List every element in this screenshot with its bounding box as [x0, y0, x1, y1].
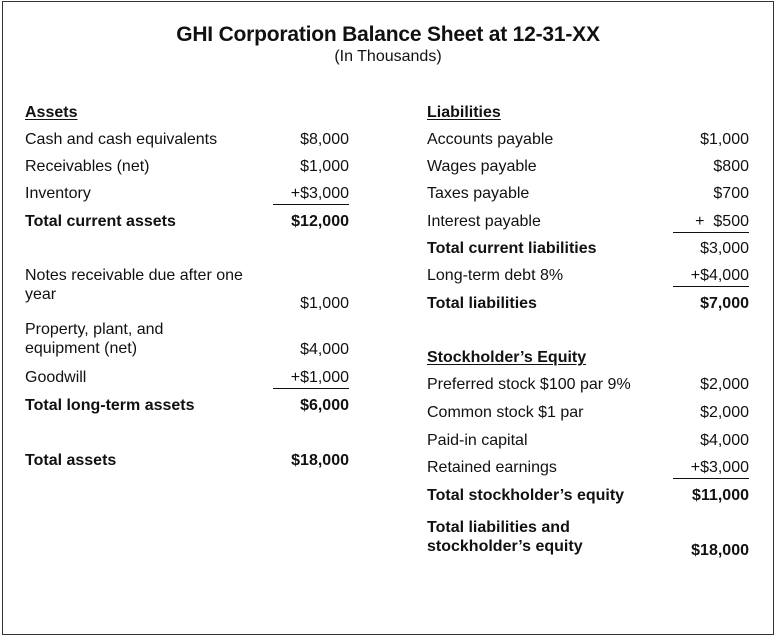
total-longterm-assets-label: Total long-term assets — [25, 397, 195, 414]
goodwill-label: Goodwill — [25, 369, 87, 386]
retained-earnings-value: +$3,000 — [673, 458, 749, 479]
total-current-liabilities-label: Total current liabilities — [427, 240, 597, 257]
taxes-payable-label: Taxes payable — [427, 185, 530, 202]
paid-in-capital-label: Paid-in capital — [427, 432, 528, 449]
preferred-stock-value: $2,000 — [700, 376, 749, 393]
interest-payable-value: + $500 — [673, 212, 749, 233]
common-stock-value: $2,000 — [700, 404, 749, 421]
goodwill-value: +$1,000 — [273, 368, 349, 389]
total-current-assets-value: $12,000 — [291, 213, 349, 230]
total-liabilities-label: Total liabilities — [427, 295, 537, 312]
grand-total-label: Total liabilities and stockholder’s equity — [427, 519, 583, 555]
total-liabilities-value: $7,000 — [700, 295, 749, 312]
assets-heading: Assets — [25, 104, 78, 121]
paid-in-capital-value: $4,000 — [700, 432, 749, 449]
notes-receivable-value: $1,000 — [300, 295, 349, 312]
inventory-value: +$3,000 — [273, 184, 349, 205]
page-title: GHI Corporation Balance Sheet at 12-31-XX — [176, 23, 600, 46]
accounts-payable-label: Accounts payable — [427, 131, 554, 148]
page-subtitle: (In Thousands) — [334, 48, 442, 65]
wages-payable-value: $800 — [713, 158, 749, 175]
cash-label: Cash and cash equivalents — [25, 131, 218, 148]
preferred-stock-label: Preferred stock $100 par 9% — [427, 376, 631, 393]
receivables-label: Receivables (net) — [25, 158, 150, 175]
interest-payable-label: Interest payable — [427, 213, 541, 230]
accounts-payable-value: $1,000 — [700, 131, 749, 148]
notes-receivable-label: Notes receivable due after one year — [25, 267, 243, 303]
total-current-assets-label: Total current assets — [25, 213, 176, 230]
grand-total-value: $18,000 — [691, 542, 749, 559]
liabilities-heading: Liabilities — [427, 104, 501, 121]
common-stock-label: Common stock $1 par — [427, 404, 584, 421]
total-current-liabilities-value: $3,000 — [700, 240, 749, 257]
balance-sheet — [2, 1, 774, 635]
wages-payable-label: Wages payable — [427, 158, 537, 175]
inventory-label: Inventory — [25, 185, 91, 202]
equity-heading: Stockholder’s Equity — [427, 349, 587, 366]
total-longterm-assets-value: $6,000 — [300, 397, 349, 414]
ppe-value: $4,000 — [300, 341, 349, 358]
total-equity-value: $11,000 — [692, 487, 749, 504]
receivables-value: $1,000 — [300, 158, 349, 175]
long-term-debt-label: Long-term debt 8% — [427, 267, 564, 284]
total-assets-label: Total assets — [25, 452, 117, 469]
retained-earnings-label: Retained earnings — [427, 459, 557, 476]
ppe-label: Property, plant, and equipment (net) — [25, 321, 164, 357]
long-term-debt-value: +$4,000 — [673, 266, 749, 287]
taxes-payable-value: $700 — [713, 185, 749, 202]
total-equity-label: Total stockholder’s equity — [427, 487, 625, 504]
total-assets-value: $18,000 — [291, 452, 349, 469]
cash-value: $8,000 — [300, 131, 349, 148]
